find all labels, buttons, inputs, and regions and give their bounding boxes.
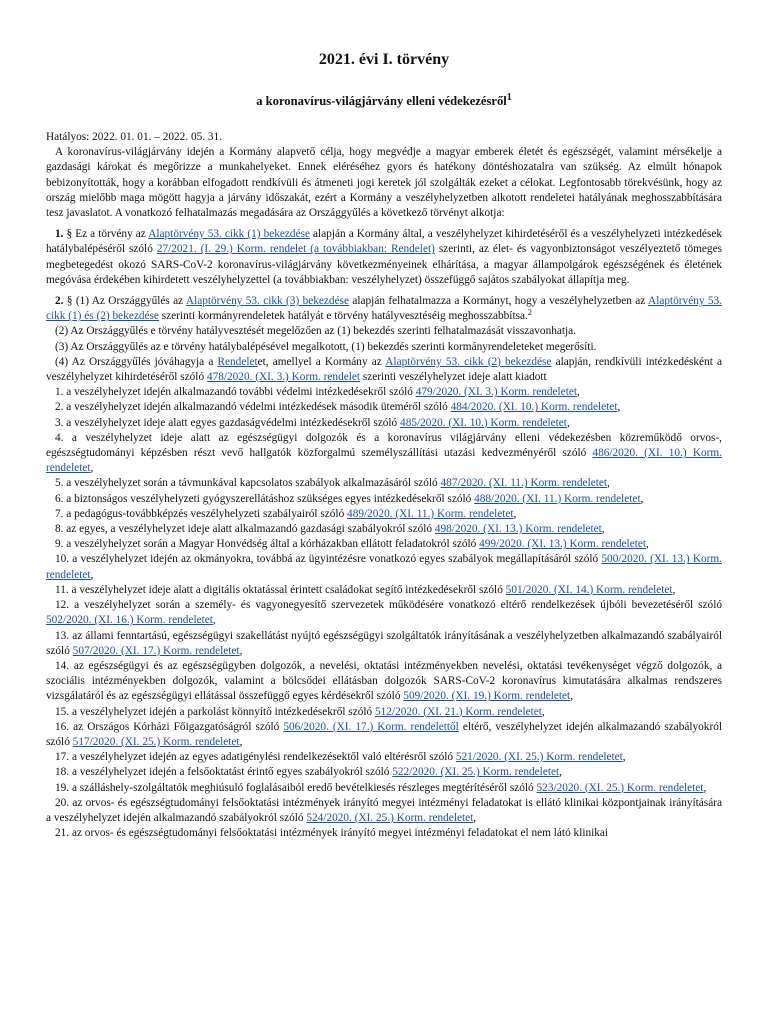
section-2-text: alapján felhatalmazza a Kormányt, hogy a veszélyhelyzetben az: [349, 295, 649, 308]
list-item-text: ,: [601, 523, 605, 536]
list-item: [46, 537, 722, 552]
section-2-number: 2.: [55, 295, 64, 308]
decree-link[interactable]: 502/2020. (XI. 16.) Korm. rendeletet: [46, 614, 213, 627]
list-item-text: 4. a veszélyhelyzet ideje alatt az egészségügyi dolgozók és a koronavírus világjárvány elleni védekezésben közreműködő orvos-, egészségtudományi képzésben részt vevő hallgatók közforgalmú személyszállítási utazási kedvezményéről szóló: [46, 431, 722, 460]
effective-date: Hatályos: 2022. 01. 01. – 2022. 05. 31.: [46, 131, 223, 143]
list-item-text: ,: [570, 690, 574, 703]
decree-list: [46, 385, 722, 841]
section-2-text: szerinti kormányrendeletek hatályát e törvény hatályvesztéséig meghosszabbítsa.: [158, 310, 528, 323]
section-1-text: szerinti, az élet- és vagyonbiztonságot veszélyeztető tömeges megbetegedést okozó SARS-CoV-2 koronavírus-világjárvány következményeinek elhárítása, a magyar állampolgárok egészségének és életének megóvása érdekében kihirdetett veszélyhelyzettel (a továbbiakban: veszélyhelyzet) összefüggő sajátos szabályokat állapítja meg.: [46, 243, 722, 286]
list-item: [46, 796, 722, 826]
link-alaptorveny-53-1-2[interactable]: Alaptörvény 53. cikk (1) és (2) bekezdése: [46, 295, 722, 323]
decree-link[interactable]: 522/2020. (XI. 25.) Korm. rendeletet: [392, 766, 560, 779]
decree-link[interactable]: 501/2020. (XI. 14.) Korm. rendeletet: [505, 583, 673, 596]
list-item-text: 11. a veszélyhelyzet ideje alatt a digitális oktatással érintett családokat segítő intézkedésekről szóló: [55, 583, 506, 596]
list-item: [46, 400, 722, 415]
list-item-text: 8. az egyes, a veszélyhelyzet ideje alatt alkalmazandó gazdasági szabályokról szóló: [55, 523, 435, 536]
list-item-text: eltérő, veszélyhelyzet idején alkalmazandó szabályokról szóló: [46, 720, 722, 748]
decree-link[interactable]: 512/2020. (XI. 21.) Korm. rendeletet: [374, 705, 542, 718]
list-item-text: 20. az orvos- és egészségtudományi felsőoktatási intézmények irányító megyei intézményi feladatokat is ellátó klinikai központjainak irányítására a veszélyhelyzet idején alkalmazandó szabályokról szóló: [46, 796, 722, 824]
list-item: [46, 781, 722, 796]
section-1-number: 1.: [55, 228, 64, 241]
section-2-para-1: [46, 294, 722, 324]
list-item: [46, 705, 722, 720]
decree-link[interactable]: 499/2020. (XI. 13.) Korm. rendeletet: [479, 538, 646, 551]
list-item-text: 10. a veszélyhelyzet idején az okmányokra, továbbá az ügyintézésre vonatkozó egyes szabályok megállapításáról szóló: [55, 553, 602, 566]
list-item: [46, 552, 722, 582]
list-item-text: 1. a veszélyhelyzet idején alkalmazandó további védelmi intézkedésekről szóló: [55, 386, 416, 399]
list-item-text: ,: [672, 583, 676, 596]
decree-link[interactable]: 517/2020. (XI. 25.) Korm. rendeletet: [72, 735, 240, 748]
link-rendelet-27-2021[interactable]: 27/2021. (I. 29.) Korm. rendelet (a továbbiakban: Rendelet): [156, 243, 435, 256]
list-item-text: 16. az Országos Kórházi Főigazgatóságról szóló: [55, 720, 284, 733]
section-2-text: § (1) Az Országgyűlés az: [63, 295, 186, 308]
list-item-text: 18. a veszélyhelyzet idején a felsőoktatást érintő egyes szabályokról szóló: [55, 766, 393, 779]
section-1-text: alapján a Kormány által, a veszélyhelyzet kihirdetéséről és a veszélyhelyzeti intézkedések hatálybalépéséről szóló: [46, 228, 723, 256]
section-2-para-4: [46, 355, 722, 385]
preamble: A koronavírus-világjárvány idején a Kormány alapvető célja, hogy megvédje a magyar emberek életét és egészségét, valamint mérsékelje a gazdasági károkat és megőrizze a munkahelyeket. Ennek eléréséhez gyors és hatékony döntéshozatalra van szükség. Az elmúlt hónapok bebizonyították, hogy a korábban elfogadott rendkívüli és átmeneti jogi keretek jól szolgálták ezeket a célokat. Legfontosabb törekvésünk, hogy az ország mielőbb maga mögött hagyja a járvány időszakát, ezért a Kormány a veszélyhelyzetben alkotott rendeletei hatályának meghosszabbítására tesz javaslatot. A vonatkozó felhatalmazás megadására az Országgyűlés a következő törvényt alkotja:: [46, 146, 722, 220]
subtitle-text: a koronavírus-világjárvány elleni védekezésről: [256, 94, 507, 108]
section-2-para-3: (3) Az Országgyűlés az e törvény hatálybalépésével megalkotott, (1) bekezdés szerinti kormányrendeleteket megerősíti.: [55, 340, 597, 353]
list-item: [46, 431, 722, 477]
list-item-text: ,: [617, 401, 621, 414]
list-item: [46, 492, 722, 507]
link-alaptorveny-53-2[interactable]: Alaptörvény 53. cikk (2) bekezdése: [385, 355, 552, 368]
list-item: [46, 507, 722, 522]
para-4-text: et, amellyel a Kormány az: [257, 355, 386, 368]
list-item-text: ,: [646, 538, 649, 551]
section-2-para-2: (2) Az Országgyűlés e törvény hatályvesztését megelőzően az (1) bekezdés szerinti felhatalmazását visszavonhatja.: [55, 325, 577, 338]
list-item-text: 19. a szálláshely-szolgáltatók meghiúsuló foglalásaiból eredő bevételkiesés részleges megtérítéséről szóló: [55, 781, 537, 794]
list-item: [46, 659, 722, 705]
list-item-text: 17. a veszélyhelyzet idején az egyes adatigénylési rendelkezésektől való eltérésről szóló: [55, 751, 456, 764]
list-item-text: ,: [703, 781, 707, 794]
list-item: [46, 720, 722, 750]
list-item-text: 5. a veszélyhelyzet során a távmunkával kapcsolatos szabályok alkalmazásáról szóló: [55, 477, 441, 490]
decree-link[interactable]: 521/2020. (XI. 25.) Korm. rendeletet: [455, 751, 623, 764]
link-alaptorveny-53-3[interactable]: Alaptörvény 53. cikk (3) bekezdése: [185, 295, 349, 308]
footnote-ref-2[interactable]: 2: [527, 308, 532, 318]
list-item-text: 21. az orvos- és egészségtudományi felsőoktatási intézmények irányító megyei intézményi feladatokat el nem látó klinikai: [55, 827, 609, 840]
document-page: [46, 50, 722, 841]
list-item-text: 7. a pedagógus-továbbképzés veszélyhelyzeti szabályairól szóló: [55, 507, 348, 520]
decree-link[interactable]: 479/2020. (XI. 3.) Korm. rendeletet: [415, 386, 577, 399]
section-1: [46, 227, 722, 288]
list-item-text: ,: [640, 492, 644, 505]
list-item: [46, 522, 722, 537]
decree-link[interactable]: 486/2020. (XI. 10.) Korm. rendeletet: [46, 447, 722, 475]
list-item: [46, 583, 722, 598]
list-item-text: ,: [239, 735, 243, 748]
decree-link[interactable]: 523/2020. (XI. 25.) Korm. rendeletet: [536, 781, 704, 794]
list-item: [46, 826, 722, 841]
list-item-text: 13. az állami fenntartású, egészségügyi szakellátást nyújtó egészségügyi szolgáltatók irányításának a veszélyhelyzetben alkalmazandó szabályairól szóló: [46, 629, 722, 657]
list-item: [46, 765, 722, 780]
decree-link[interactable]: 500/2020. (XI. 13.) Korm. rendeletet: [46, 553, 722, 581]
link-rendelet[interactable]: Rendelet: [217, 355, 258, 368]
list-item-text: 6. a biztonságos veszélyhelyzeti gyógyszerellátáshoz szükséges egyes intézkedésekről szóló: [55, 492, 475, 505]
law-subtitle: [46, 92, 722, 110]
list-item-text: 3. a veszélyhelyzet ideje alatt egyes gazdaságvédelmi intézkedésekről szóló: [55, 416, 401, 429]
list-item-text: ,: [239, 644, 243, 657]
decree-link[interactable]: 498/2020. (XI. 13.) Korm. rendeletet: [434, 523, 602, 536]
list-item-text: ,: [559, 766, 562, 779]
list-item: [46, 598, 722, 628]
list-item-text: ,: [90, 568, 94, 581]
list-item-text: 2. a veszélyhelyzet idején alkalmazandó védelmi intézkedések második üteméről szóló: [55, 401, 451, 414]
list-item-text: ,: [622, 751, 626, 764]
para-4-text: alapján, rendkívüli intézkedésként a veszélyhelyzet kihirdetéséről szóló: [46, 355, 722, 384]
list-item: [46, 385, 722, 400]
decree-link[interactable]: 484/2020. (XI. 10.) Korm. rendeletet: [450, 401, 618, 414]
decree-link[interactable]: 489/2020. (XI. 11.) Korm. rendeletet: [347, 507, 514, 520]
law-title: 2021. évi I. törvény: [318, 51, 450, 68]
link-rendelet-478-2020[interactable]: 478/2020. (XI. 3.) Korm. rendelet: [206, 371, 361, 384]
decree-link[interactable]: 487/2020. (XI. 11.) Korm. rendeletet: [440, 477, 608, 490]
decree-link[interactable]: 506/2020. (XI. 17.) Korm. rendelettől: [283, 720, 459, 733]
list-item-text: ,: [90, 462, 94, 475]
section-1-text: § Ez a törvény az: [63, 228, 149, 241]
list-item: [46, 416, 722, 431]
para-4-text: szerinti veszélyhelyzet ideje alatt kiadott: [360, 371, 547, 384]
decree-link[interactable]: 488/2020. (XI. 11.) Korm. rendeletet: [474, 492, 641, 505]
decree-link[interactable]: 507/2020. (XI. 17.) Korm. rendeletet: [72, 644, 240, 657]
decree-link[interactable]: 485/2020. (XI. 10.) Korm. rendeletet: [400, 416, 567, 429]
list-item-text: 12. a veszélyhelyzet során a személy- és vagyonegyesítő szervezetek működésére vonatkozó eltérő rendelkezések újbóli bevezetéséről szóló: [55, 599, 722, 612]
list-item-text: 9. a veszélyhelyzet során a Magyar Honvédség által a kórházakban ellátott feladatokról szóló: [55, 538, 480, 551]
list-item: [46, 629, 722, 659]
list-item-text: ,: [473, 811, 477, 824]
para-4-text: (4) Az Országgyűlés jóváhagyja a: [55, 355, 218, 368]
decree-link[interactable]: 509/2020. (XI. 19.) Korm. rendeletet: [403, 690, 571, 703]
list-item: [46, 750, 722, 765]
list-item-text: ,: [577, 386, 580, 399]
list-item-text: ,: [541, 705, 545, 718]
footnote-ref-1[interactable]: 1: [506, 92, 512, 103]
list-item-text: 14. az egészségügyi és az egészségügyben dolgozók, a nevelési, oktatási intézményekben nevelési, oktatási tevékenységet végző dolgozók, a szociális intézményekben dolgozók, valamint a bölcsődei ellátásban dolgozók SARS-CoV-2 koronavírus kimutatására alkalmas rendszeres vizsgálatáról és az egészségügyi ellátással összefüggő egyes kérdésekről szóló: [46, 659, 722, 703]
link-alaptorveny-53-1[interactable]: Alaptörvény 53. cikk (1) bekezdése: [148, 228, 310, 241]
list-item-text: 15. a veszélyhelyzet idején a parkolást könnyítő intézkedésekről szóló: [55, 705, 375, 718]
list-item-text: ,: [212, 614, 216, 627]
list-item-text: ,: [607, 477, 610, 490]
decree-link[interactable]: 524/2020. (XI. 25.) Korm. rendeletet: [306, 811, 474, 824]
list-item-text: ,: [566, 416, 570, 429]
list-item: [46, 476, 722, 491]
list-item-text: ,: [513, 507, 517, 520]
